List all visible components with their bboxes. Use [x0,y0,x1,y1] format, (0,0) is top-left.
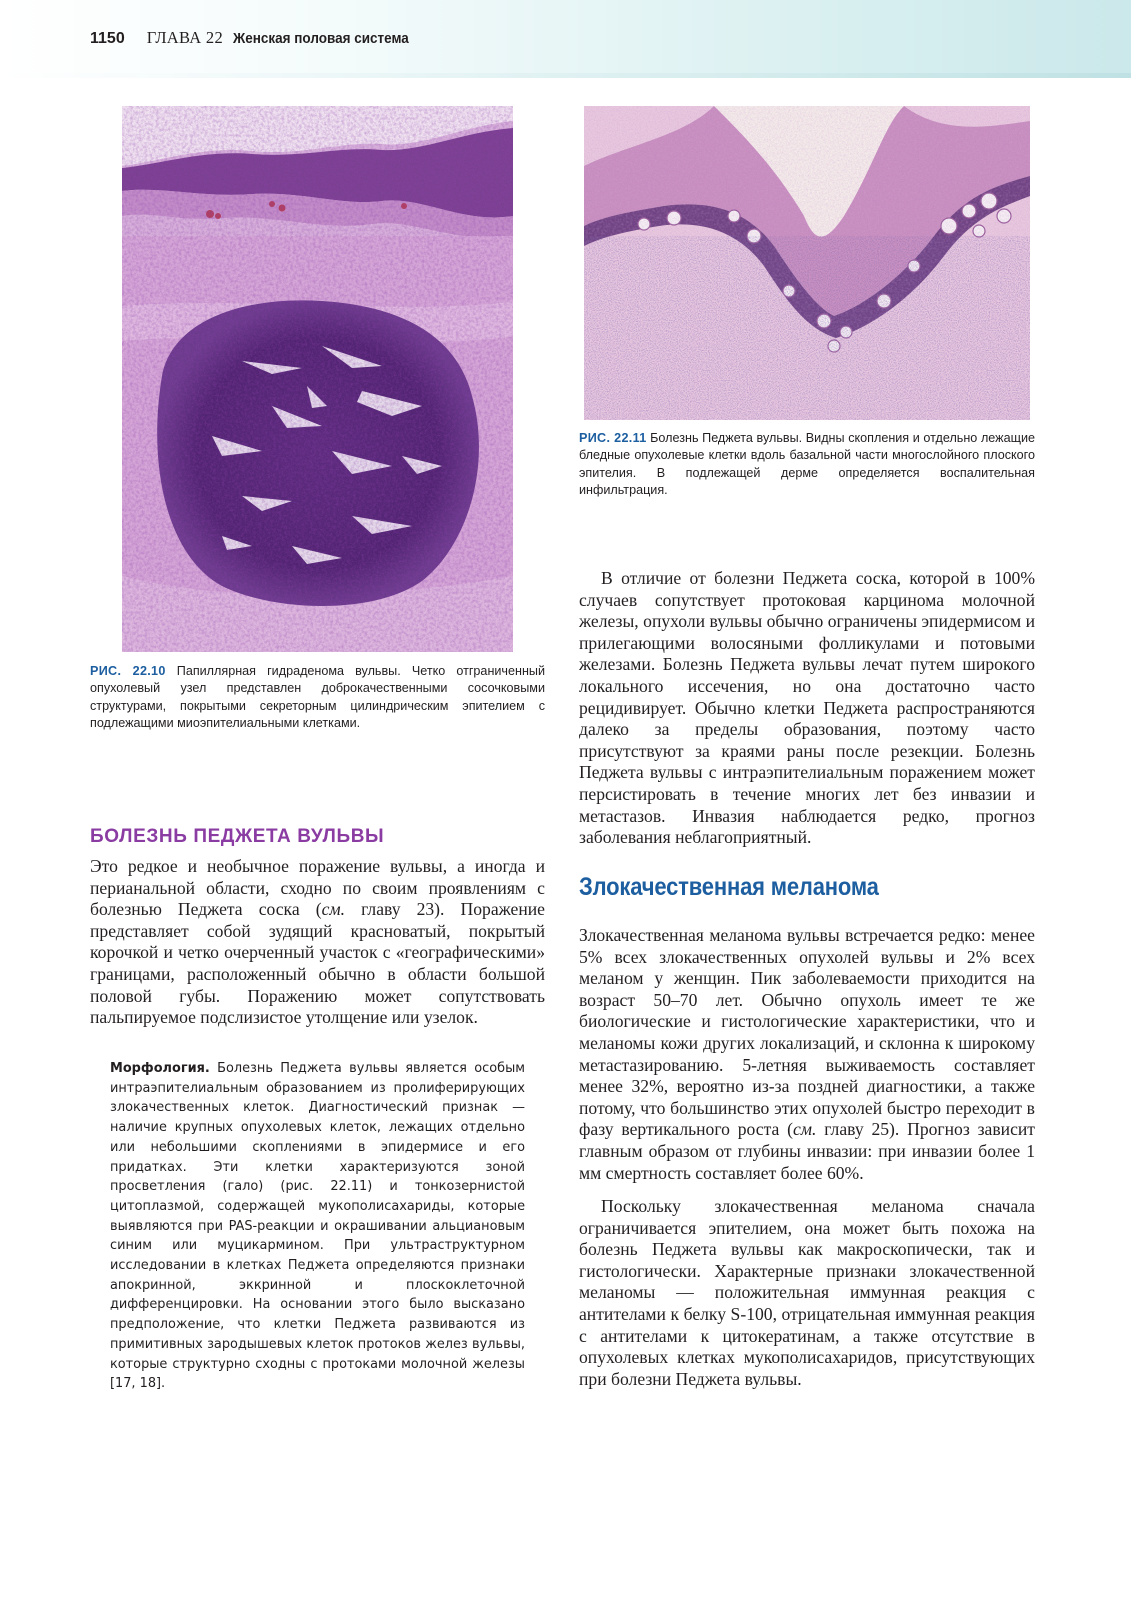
melanoma-paragraph-1 [579,925,1035,1184]
caption-text: Папиллярная гидраденома вульвы. Четко отграниченный опухолевый узел представлен доброкачественными сосочковыми структурами, покрытыми секреторным цилиндрическим эпителием с подлежащими миоэпителиальными клетками. [90,664,545,731]
paget-continuation-paragraph [579,568,1035,849]
figure-22-10-caption [90,663,545,733]
running-head [90,28,428,52]
page-number: 1150 [90,30,125,47]
see-reference: см. [321,899,346,920]
morphology-text: Болезнь Педжета вульвы является особым интраэпителиальным образованием из пролиферирующих злокачественных клеток. Диагностический признак — наличие крупных опухолевых клеток, лежащих отдельно или небольшими скоплениями в эпидермисе и его придатках. Эти клетки характеризуются зоной просветления (гало) (рис. 22.11) и тонкозернистой цитоплазмой, содержащей мукополисахариды, которые выявляются при PAS-реакции и окрашивании альциановым синим или муцикармином. При ультраструктурном исследовании в клетках Педжета определяются признаки апокринной, эккринной и плоскоклеточной дифференцировки. На основании этого было высказано предположение, что клетки Педжета развиваются из примитивных зародышевых клеток протоков желез вульвы, которые структурно сходны с протоками молочной железы [17, 18]. [110,1061,525,1392]
figure-22-11-micrograph [584,106,1030,420]
section-heading-paget: БОЛЕЗНЬ ПЕДЖЕТА ВУЛЬВЫ [90,826,385,847]
figure-label: РИС. 22.11 [579,431,647,445]
morphology-label: Морфология. [110,1061,210,1076]
section-heading-melanoma: Злокачественная меланома [579,873,879,901]
chapter-label: ГЛАВА 22 [146,28,224,47]
text-run: Злокачественная меланома вульвы встречается редко: менее 5% всех злокачественных опухолей вульвы и 2% всех меланом у женщин. Пик заболеваемости приходится на возраст 50–70 лет. Обычно опухоль имеет те же биологические и гистологические характеристики, что и меланомы кожи других локализаций, и склонна к широкому метастазированию. 5-летняя выживаемость составляет менее 32%, вероятно из-за поздней диагностики, а также потому, что большинство этих опухолей быстро переходит в фазу вертикального роста ( [579,925,1035,1140]
figure-22-11-caption [579,430,1035,500]
see-reference: см. [792,1119,817,1140]
chapter-title: Женская половая система [233,30,409,47]
text-run: главу 23). Поражение представляет собой зудящий красноватый, покрытый корочкой и четко очерченный участок с «географическими» границами, расположенный обычно в области большой половой губы. Поражению может сопутствовать пальпируемое подслизистое утолщение или узелок. [90,899,545,1028]
figure-22-10-micrograph [122,106,513,652]
figure-label: РИС. 22.10 [90,664,166,678]
paget-intro-paragraph [90,856,545,1029]
melanoma-paragraph-2 [579,1196,1035,1390]
morphology-box [110,1059,525,1394]
text-run: главу 25). Прогноз зависит главным образом от глубины инвазии: при инвазии более 1 мм смертность составляет более 60%. [579,1119,1035,1183]
text-run: Это редкое и необычное поражение вульвы, а иногда и перианальной области, сходно по своим проявлениям с болезнью Педжета соска ( [90,856,545,920]
paragraph-text: В отличие от болезни Педжета соска, которой в 100% случаев сопутствует протоковая карцинома молочной железы, опухоли вульвы обычно ограничены эпидермисом и прилегающими волосяными фолликулами и потовыми железами. Болезнь Педжета вульвы лечат путем широкого локального иссечения, но она достаточно часто рецидивирует. Обычно клетки Педжета распространяются далеко за пределы образования, поэтому часто присутствуют за краями раны после резекции. Болезнь Педжета вульвы с интраэпителиальным поражением может персистировать в течение многих лет без инвазии и метастазов. Инвазия наблюдается редко, прогноз заболевания неблагоприятный. [579,568,1035,848]
paragraph-text: Поскольку злокачественная меланома сначала ограничивается эпителием, она может быть похожа на болезнь Педжета вульвы как макроскопически, так и гистологически. Характерные признаки злокачественной меланомы — положительная иммунная реакция с антителами к белку S-100, отрицательная иммунная реакция с антителами к цитокератинам, а также отсутствие в опухолевых клетках мукополисахаридов, присутствующих при болезни Педжета вульвы. [579,1196,1035,1389]
caption-text: Болезнь Педжета вульвы. Видны скопления и отдельно лежащие бледные опухолевые клетки вдоль базальной части многослойного плоского эпителия. В подлежащей дерме определяется воспалительная инфильтрация. [579,431,1035,498]
